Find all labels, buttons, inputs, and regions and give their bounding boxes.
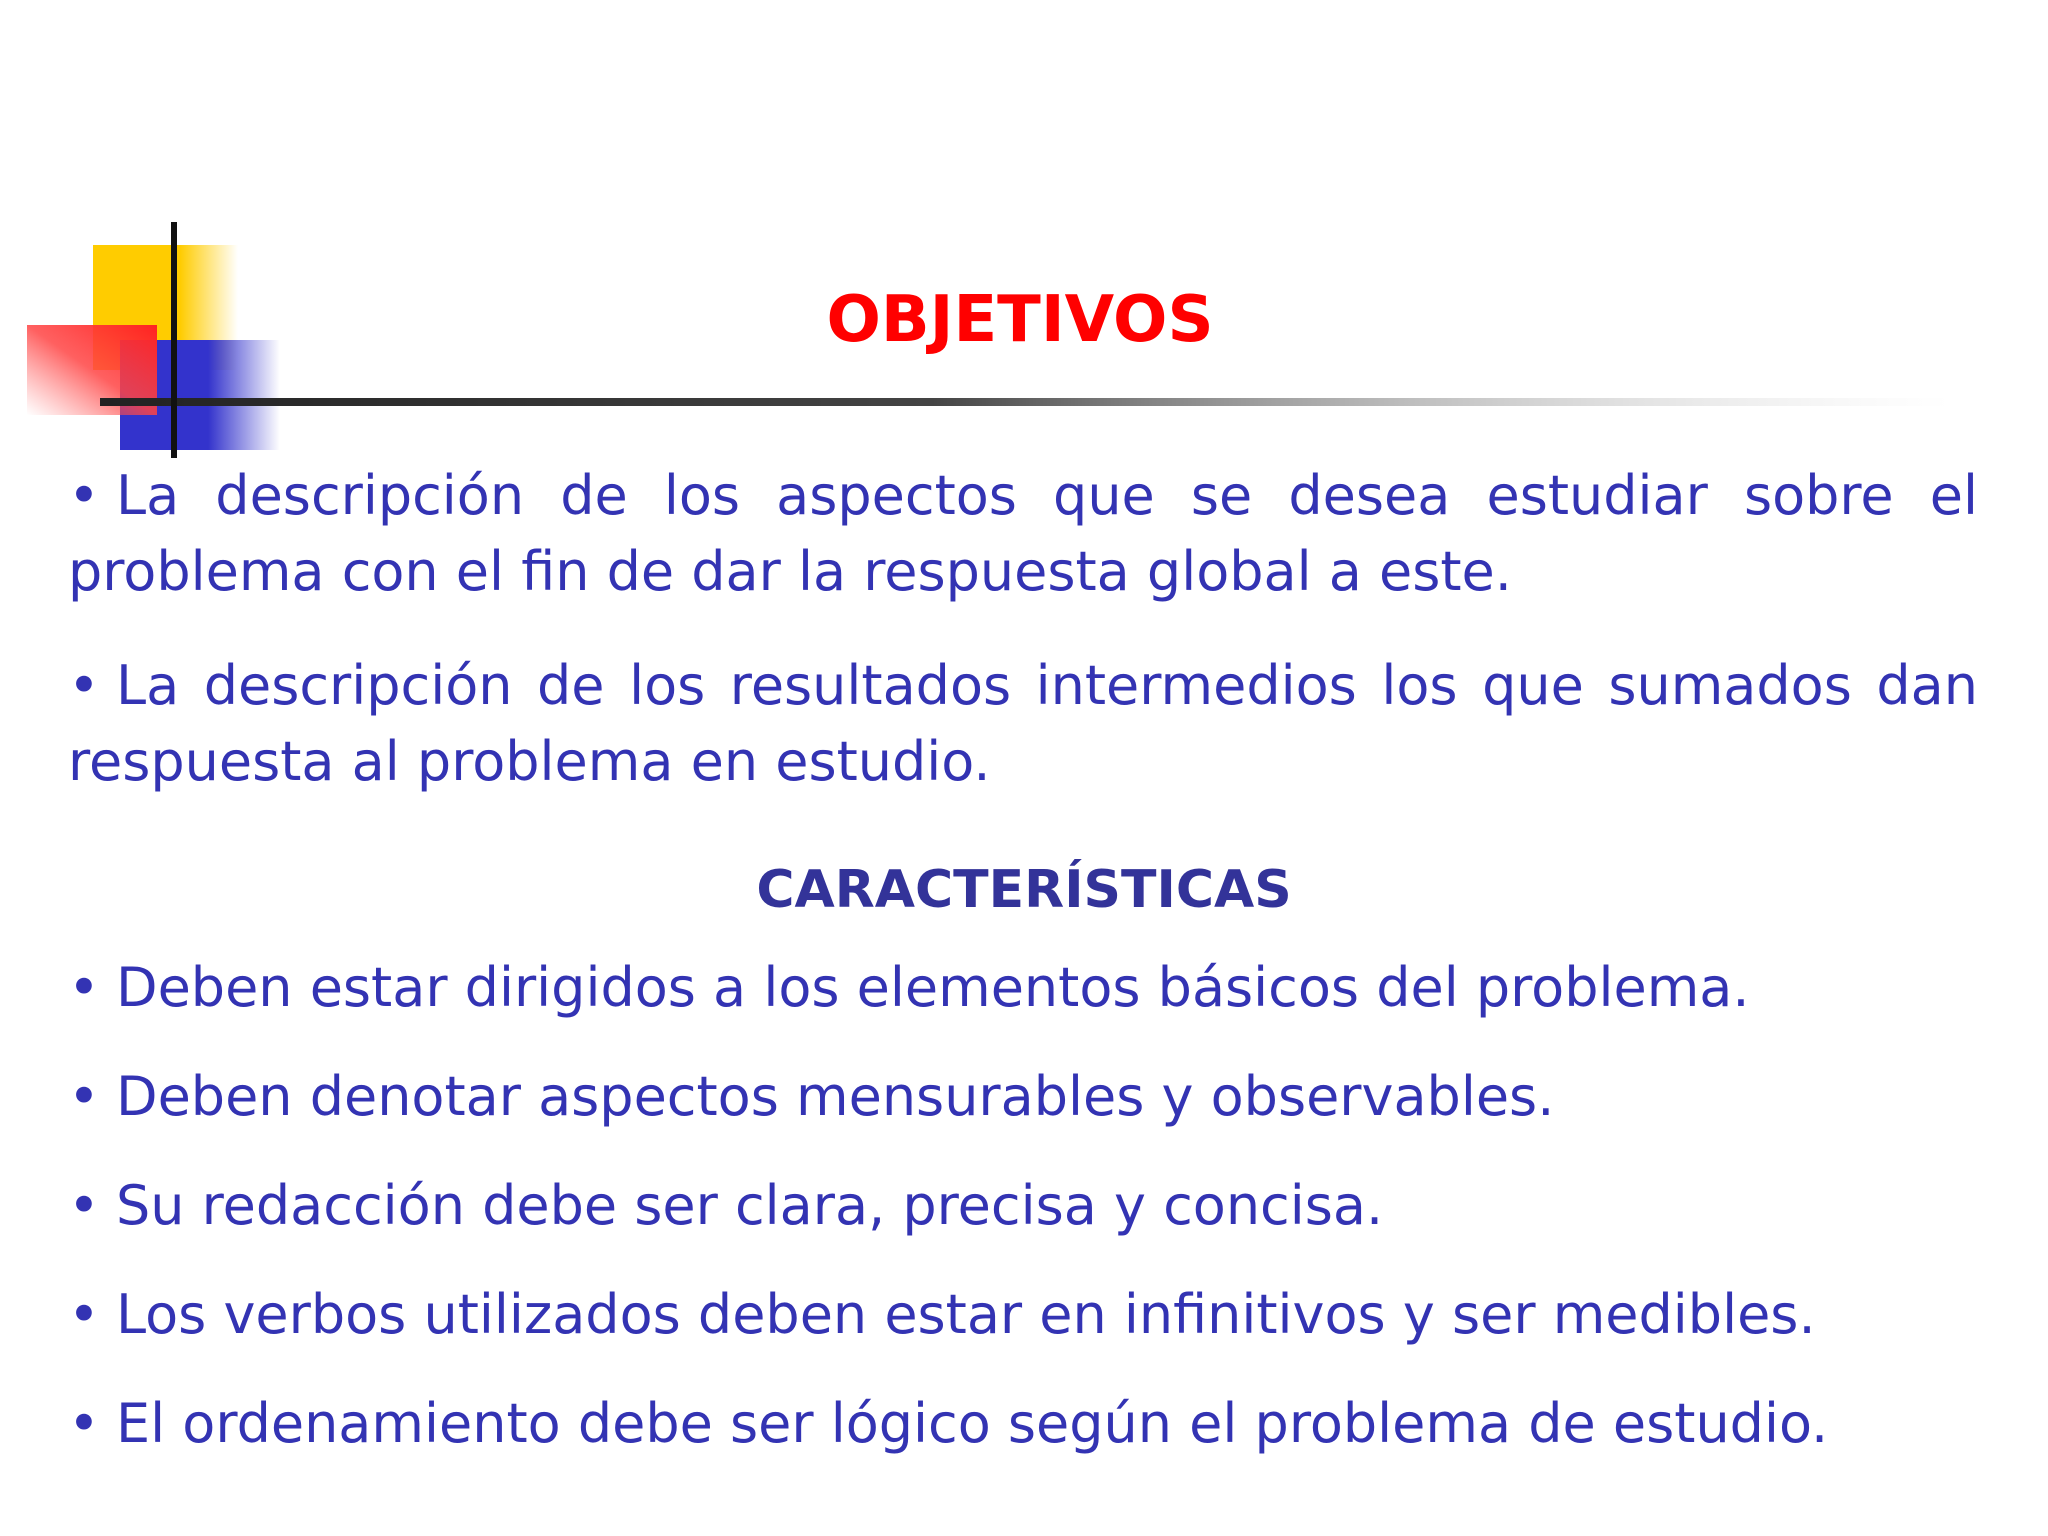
objective-text: La descripción de los aspectos que se desea estudiar sobre el problema con el fin de dar la respuesta global a este. — [68, 464, 1978, 603]
characteristics-list — [68, 950, 1978, 1495]
characteristic-item — [68, 1059, 1978, 1168]
characteristic-item — [68, 950, 1978, 1059]
bullet-dot: • — [68, 956, 100, 1019]
characteristic-text: Su redacción debe ser clara, precisa y concisa. — [116, 1174, 1384, 1237]
section-subtitle: CARACTERÍSTICAS — [756, 860, 1292, 920]
objective-text: La descripción de los resultados intermedios los que sumados dan respuesta al problema en estudio. — [68, 654, 1978, 793]
objective-item-1 — [68, 458, 1978, 610]
objective-item-2 — [68, 648, 1978, 800]
slide-title: OBJETIVOS — [826, 283, 1214, 357]
bullet-dot: • — [68, 1392, 100, 1455]
characteristic-text: Deben denotar aspectos mensurables y observables. — [116, 1065, 1555, 1128]
characteristic-text: Los verbos utilizados deben estar en infinitivos y ser medibles. — [116, 1283, 1816, 1346]
bullet-dot: • — [68, 1174, 100, 1237]
bullet-dot: • — [68, 654, 100, 717]
characteristic-item — [68, 1168, 1978, 1277]
characteristic-text: Deben estar dirigidos a los elementos básicos del problema. — [116, 956, 1750, 1019]
characteristic-item — [68, 1277, 1978, 1386]
slide-decoration — [0, 0, 2048, 470]
characteristic-text: El ordenamiento debe ser lógico según el problema de estudio. — [116, 1392, 1829, 1455]
bullet-dot: • — [68, 1283, 100, 1346]
bullet-dot: • — [68, 464, 100, 527]
vertical-rule — [171, 222, 177, 458]
bullet-dot: • — [68, 1065, 100, 1128]
characteristic-item — [68, 1386, 1978, 1495]
horizontal-rule — [100, 398, 1950, 406]
